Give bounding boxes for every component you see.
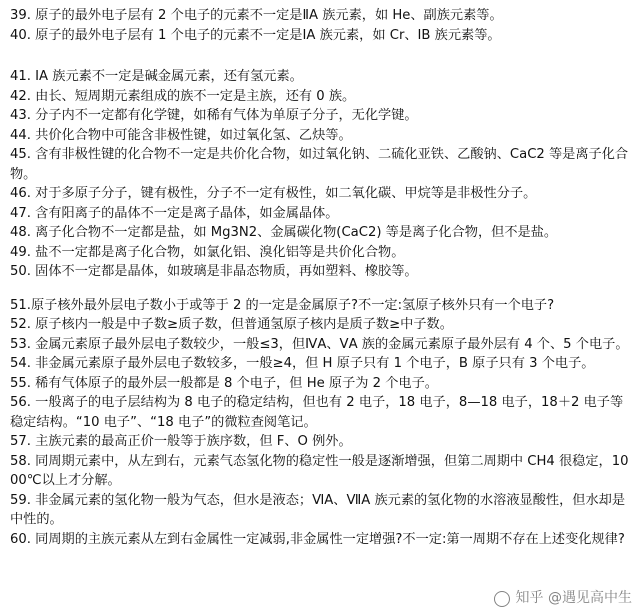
document-page xyxy=(10,6,632,549)
list-item: 43. 分子内不一定都有化学键，如稀有气体为单原子分子，无化学键。 xyxy=(10,108,418,123)
item-group-3 xyxy=(10,296,632,550)
list-item: 44. 共价化合物中可能含非极性键，如过氧化氢、乙炔等。 xyxy=(10,127,352,143)
list-item: 51.原子核外最外层电子数小于或等于 2 的一定是金属原子?不一定:氢原子核外只有一个电子? xyxy=(10,297,555,313)
list-item: 42. 由长、短周期元素组成的族不一定是主族，还有 0 族。 xyxy=(10,88,356,104)
list-item: 46. 对于多原子分子，键有极性，分子不一定有极性，如二氧化碳、甲烷等是非极性分子。 xyxy=(10,186,537,201)
list-item: 52. 原子核内一般是中子数≥质子数，但普通氢原子核内是质子数≥中子数。 xyxy=(10,317,453,332)
watermark-text: 知乎 @遇见高中生 xyxy=(515,589,632,606)
watermark xyxy=(494,589,632,609)
list-item: 50. 固体不一定都是晶体，如玻璃是非晶态物质，再如塑料、橡胶等。 xyxy=(10,264,418,279)
item-group-2 xyxy=(10,67,632,282)
list-item: 59. 非金属元素的氢化物一般为气态，但水是液态；ⅥA、ⅦA 族元素的氢化物的水溶液显酸性，但水却是中性的。 xyxy=(10,492,626,527)
list-item: 56. 一般离子的电子层结构为 8 电子的稳定结构，但也有 2 电子，18 电子，8—18 电子，18＋2 电子等稳定结构。“10 电子”、“18 电子”的微粒查阅笔记。 xyxy=(10,395,624,430)
spacer xyxy=(10,282,632,296)
list-item: 47. 含有阳离子的晶体不一定是离子晶体，如金属晶体。 xyxy=(10,205,339,221)
item-group-1 xyxy=(10,6,632,45)
list-item: 48. 离子化合物不一定都是盐，如 Mg3N2、金属碳化物(CaC2) 等是离子化合物，但不是盐。 xyxy=(10,225,558,240)
list-item: 40. 原子的最外电子层有 1 个电子的元素不一定是ⅠA 族元素，如 Cr、ⅠB 族元素等。 xyxy=(10,27,501,43)
list-item: 53. 金属元素原子最外层电子数较少，一般≤3，但ⅣA、ⅤA 族的金属元素原子最外层有 4 个、5 个电子。 xyxy=(10,336,629,352)
list-item: 54. 非金属元素原子最外层电子数较多，一般≥4，但 H 原子只有 1 个电子，B 原子只有 3 个电子。 xyxy=(10,356,595,371)
list-item: 49. 盐不一定都是离子化合物，如氯化铝、溴化铝等是共价化合物。 xyxy=(10,244,405,260)
list-item: 45. 含有非极性键的化合物不一定是共价化合物，如过氧化钠、二硫化亚铁、乙酸钠、CaC2 等是离子化合物。 xyxy=(10,147,629,182)
list-item: 41. ⅠA 族元素不一定是碱金属元素，还有氢元素。 xyxy=(10,69,303,84)
list-item: 60. 同周期的主族元素从左到右金属性一定减弱,非金属性一定增强?不一定:第一周期不存在上述变化规律? xyxy=(10,531,625,547)
zhihu-icon xyxy=(494,591,510,607)
list-item: 58. 同周期元素中，从左到右，元素气态氢化物的稳定性一般是逐渐增强，但第二周期中 CH4 很稳定，1000℃以上才分解。 xyxy=(10,453,629,488)
list-item: 39. 原子的最外电子层有 2 个电子的元素不一定是ⅡA 族元素，如 He、副族元素等。 xyxy=(10,8,503,23)
list-item: 57. 主族元素的最高正价一般等于族序数，但 F、O 例外。 xyxy=(10,434,352,449)
spacer xyxy=(10,45,632,67)
list-item: 55. 稀有气体原子的最外层一般都是 8 个电子，但 He 原子为 2 个电子。 xyxy=(10,375,438,391)
